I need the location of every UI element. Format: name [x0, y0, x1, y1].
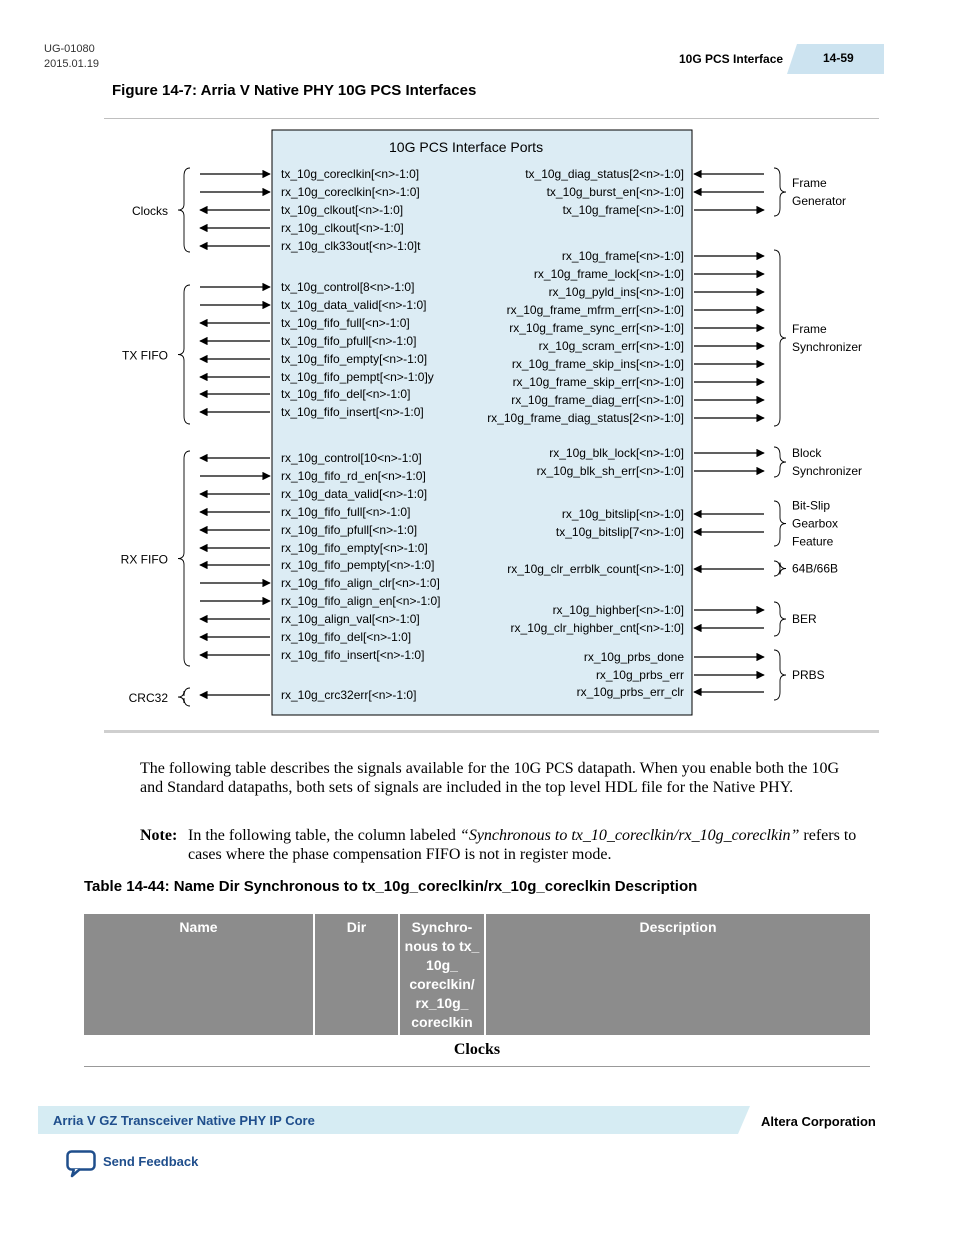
- group-brace: [178, 451, 190, 666]
- right-signal-label: rx_10g_frame[<n>-1:0]: [561, 249, 684, 263]
- pcs-interface-diagram: [104, 118, 879, 733]
- right-signal-label: tx_10g_frame[<n>-1:0]: [562, 203, 684, 217]
- figure-title: Figure 14-7: Arria V Native PHY 10G PCS Interfaces: [112, 82, 477, 99]
- group-brace: [178, 168, 190, 252]
- right-signal-label: rx_10g_blk_sh_err[<n>-1:0]: [536, 464, 684, 478]
- right-signal-label: rx_10g_frame_diag_err[<n>-1:0]: [511, 393, 684, 407]
- left-signal-label: tx_10g_control[8<n>-1:0]: [281, 280, 415, 294]
- note-text: [188, 826, 878, 864]
- right-group-label: Frame: [792, 322, 827, 336]
- note-text-end: refers to cases where the phase compensation FIFO is not in register mode.: [188, 827, 857, 863]
- left-signal-label: rx_10g_clkout[<n>-1:0]: [281, 221, 404, 235]
- left-signal-label: rx_10g_data_valid[<n>-1:0]: [281, 487, 428, 501]
- right-group-label: Feature: [792, 534, 834, 549]
- group-brace: [774, 650, 786, 700]
- send-feedback-link[interactable]: [66, 1150, 226, 1178]
- left-signal-label: rx_10g_fifo_insert[<n>-1:0]: [281, 648, 425, 662]
- note-label: Note:: [140, 827, 178, 844]
- right-signal-label: rx_10g_frame_diag_status[2<n>-1:0]: [487, 411, 684, 425]
- right-group-label: Bit-Slip: [792, 498, 831, 513]
- left-signal-label: rx_10g_fifo_full[<n>-1:0]: [281, 505, 411, 519]
- right-signal-label: tx_10g_bitslip[7<n>-1:0]: [555, 525, 684, 539]
- interface-box-title: 10G PCS Interface Ports: [389, 139, 544, 155]
- left-signal-label: rx_10g_clk33out[<n>-1:0]t: [281, 239, 421, 253]
- right-group-label: 64B/66B: [792, 561, 839, 576]
- right-signal-label: rx_10g_scram_err[<n>-1:0]: [538, 339, 684, 353]
- right-signal-label: rx_10g_frame_lock[<n>-1:0]: [533, 267, 684, 281]
- section-title: 10G PCS Interface: [679, 52, 784, 66]
- send-feedback-label[interactable]: Send Feedback: [103, 1154, 199, 1169]
- table-title: Table 14-44: Name Dir Synchronous to tx_10g_coreclkin/rx_10g_coreclkin Description: [84, 878, 698, 895]
- left-signal-label: tx_10g_coreclkin[<n>-1:0]: [281, 167, 420, 181]
- left-signal-label: tx_10g_fifo_pfull[<n>-1:0]: [281, 334, 417, 348]
- group-brace: [774, 168, 786, 216]
- right-signal-label: tx_10g_diag_status[2<n>-1:0]: [525, 167, 684, 181]
- right-signal-label: rx_10g_clr_highber_cnt[<n>-1:0]: [510, 621, 684, 635]
- col-header-description: Description: [486, 914, 870, 1035]
- footer-company: Altera Corporation: [761, 1114, 876, 1129]
- left-signal-label: rx_10g_fifo_align_en[<n>-1:0]: [281, 594, 441, 608]
- intro-paragraph: The following table describes the signals available for the 10G PCS datapath. When you enable both the 10G and Standard datapaths, both sets of signals are included in the top level HDL file for the Native PHY.: [140, 760, 840, 796]
- diagram-svg: [104, 118, 879, 733]
- left-signal-label: tx_10g_fifo_insert[<n>-1:0]: [281, 405, 424, 419]
- group-brace: [178, 688, 190, 706]
- col-header-dir: Dir: [315, 914, 398, 1035]
- left-signal-label: tx_10g_clkout[<n>-1:0]: [281, 203, 404, 217]
- right-signal-label: rx_10g_blk_lock[<n>-1:0]: [549, 446, 684, 460]
- group-brace: [774, 561, 786, 576]
- left-group-label: CRC32: [128, 691, 168, 705]
- left-group-label: RX FIFO: [120, 552, 168, 567]
- note-text-start: In the following table, the column labeled: [188, 827, 460, 844]
- left-signal-label: rx_10g_fifo_pempty[<n>-1:0]: [281, 558, 435, 572]
- left-signal-label: rx_10g_fifo_pfull[<n>-1:0]: [281, 523, 418, 537]
- right-signal-label: rx_10g_bitslip[<n>-1:0]: [561, 507, 684, 521]
- left-signal-label: rx_10g_fifo_del[<n>-1:0]: [281, 630, 412, 644]
- right-group-label: Generator: [792, 194, 847, 208]
- group-brace: [774, 447, 786, 477]
- right-signal-label: rx_10g_frame_skip_err[<n>-1:0]: [512, 375, 684, 389]
- right-group-label: BER: [792, 612, 817, 626]
- left-signal-label: tx_10g_data_valid[<n>-1:0]: [281, 298, 427, 312]
- right-group-label: Synchronizer: [792, 340, 863, 354]
- col-header-synchronous: [400, 914, 484, 1035]
- col-header-synchronous-text: Synchro- nous to tx_ 10g_ coreclkin/ rx_10g_ coreclkin: [404, 919, 480, 1030]
- left-signal-label: rx_10g_coreclkin[<n>-1:0]: [281, 185, 420, 199]
- left-signal-label: tx_10g_fifo_empty[<n>-1:0]: [281, 352, 428, 366]
- group-brace: [774, 501, 786, 546]
- doc-id: UG-01080: [44, 43, 95, 55]
- note-text-italic: “Synchronous to tx_10_coreclkin/rx_10g_coreclkin”: [459, 827, 800, 844]
- col-header-name: Name: [84, 914, 313, 1035]
- left-signal-label: rx_10g_fifo_align_clr[<n>-1:0]: [281, 576, 440, 590]
- group-brace: [774, 250, 786, 426]
- left-signal-label: rx_10g_fifo_rd_en[<n>-1:0]: [281, 469, 426, 483]
- right-group-label: Synchronizer: [792, 464, 863, 478]
- right-signal-label: rx_10g_pyld_ins[<n>-1:0]: [548, 285, 684, 299]
- left-group-label: Clocks: [131, 204, 168, 218]
- right-signal-label: rx_10g_prbs_done: [583, 650, 684, 664]
- figure-bottom-rule: [104, 730, 879, 733]
- page-number: 14-59: [823, 51, 854, 65]
- right-group-label: Frame: [792, 176, 827, 190]
- feedback-icon: [66, 1150, 96, 1178]
- right-signal-label: rx_10g_clr_errblk_count[<n>-1:0]: [507, 562, 684, 576]
- right-signal-label: rx_10g_frame_sync_err[<n>-1:0]: [509, 321, 684, 335]
- left-signal-label: rx_10g_fifo_empty[<n>-1:0]: [281, 541, 428, 555]
- right-signal-label: rx_10g_prbs_err_clr: [576, 685, 684, 699]
- right-group-label: Gearbox: [792, 516, 839, 531]
- doc-id-and-date: [44, 42, 99, 72]
- group-brace: [774, 602, 786, 636]
- left-signal-label: rx_10g_control[10<n>-1:0]: [281, 451, 422, 465]
- right-group-label: Block: [792, 446, 822, 460]
- footer-doc-title[interactable]: Arria V GZ Transceiver Native PHY IP Core: [53, 1113, 315, 1128]
- right-signal-label: tx_10g_burst_en[<n>-1:0]: [546, 185, 684, 199]
- left-signal-label: rx_10g_align_val[<n>-1:0]: [281, 612, 420, 626]
- right-signal-label: rx_10g_frame_skip_ins[<n>-1:0]: [511, 357, 684, 371]
- right-signal-label: rx_10g_highber[<n>-1:0]: [552, 603, 684, 617]
- table-section-clocks: Clocks: [84, 1036, 870, 1067]
- left-signal-label: tx_10g_fifo_full[<n>-1:0]: [281, 316, 410, 330]
- right-signal-label: rx_10g_frame_mfrm_err[<n>-1:0]: [506, 303, 684, 317]
- doc-date: 2015.01.19: [44, 58, 100, 70]
- right-signal-label: rx_10g_prbs_err: [595, 668, 684, 682]
- right-group-label: PRBS: [792, 668, 825, 682]
- left-signal-label: tx_10g_fifo_del[<n>-1:0]: [281, 387, 411, 401]
- group-brace: [178, 285, 190, 424]
- left-signal-label: rx_10g_crc32err[<n>-1:0]: [281, 688, 417, 702]
- left-group-label: TX FIFO: [122, 348, 168, 363]
- page-number-tab: [797, 44, 884, 74]
- left-signal-label: tx_10g_fifo_pempt[<n>-1:0]y: [281, 370, 434, 384]
